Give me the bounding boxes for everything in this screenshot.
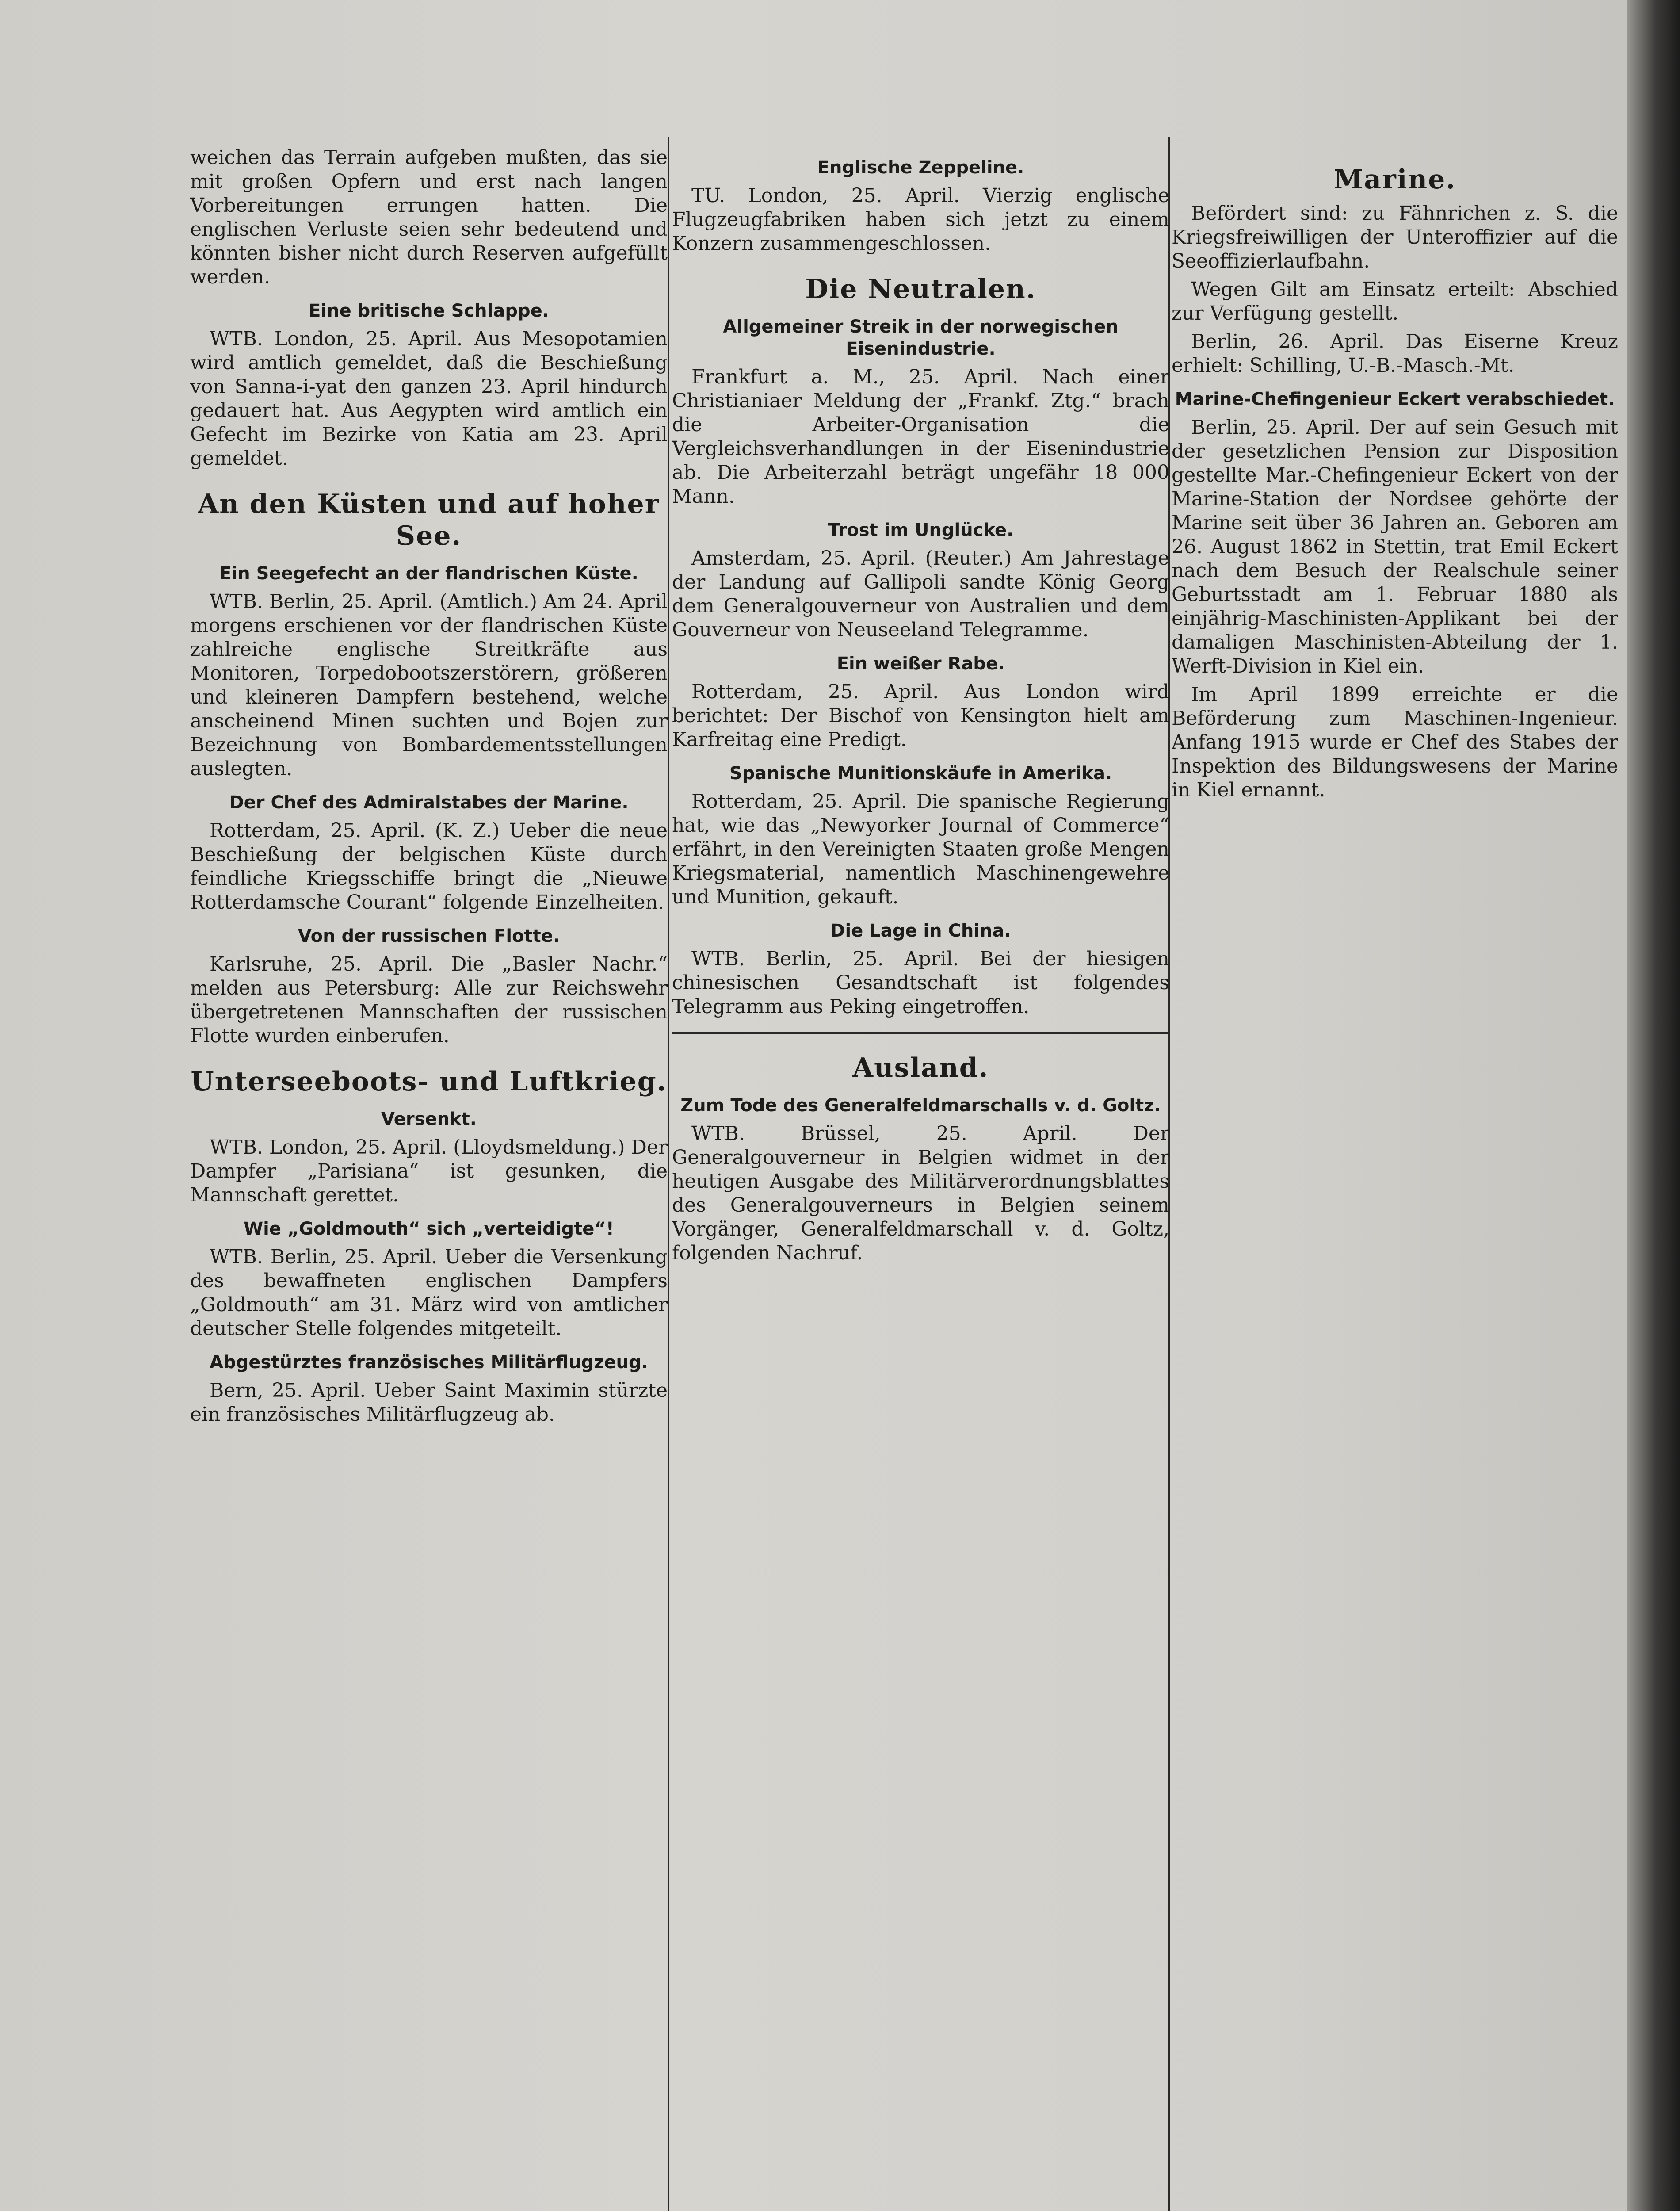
section-title: Die Neutralen. <box>805 274 1036 305</box>
column-2 <box>672 146 1169 2211</box>
article-title: Von der russischen Flotte. <box>298 926 560 946</box>
paragraph: WTB. London, 25. April. Aus Mesopotamien wird amtlich gemeldet, daß die Beschießung von Sanna-i-yat den ganzen 23. April hindurch gedauert hat. Aus Aegypten wird amtlich ein Gefecht im Bezirke von Katia am 23. April gemeldet. <box>190 328 668 470</box>
article-title: Die Lage in China. <box>830 921 1011 941</box>
section-title: Marine. <box>1333 164 1456 195</box>
paragraph: WTB. Berlin, 25. April. Ueber die Versenkung des bewaffneten englischen Dampfers „Goldmouth“ am 31. März wird von amtlicher deutscher Stelle folgendes mitgeteilt. <box>190 1246 668 1340</box>
article-title: Allgemeiner Streik in der norwegischen Eisenindustrie. <box>723 317 1119 359</box>
article-title: Trost im Unglücke. <box>828 520 1014 540</box>
column-1 <box>190 146 668 2211</box>
paragraph: Rotterdam, 25. April. Aus London wird berichtet: Der Bischof von Kensington hielt am Karfreitag eine Predigt. <box>672 681 1169 751</box>
paragraph: Berlin, 26. April. Das Eiserne Kreuz erhielt: Schilling, U.-B.-Masch.-Mt. <box>1172 330 1618 377</box>
paragraph: Berlin, 25. April. Der auf sein Gesuch mit der gesetzlichen Pension zur Disposition gestellte Mar.-Chefingenieur Eckert von der Marine-Station der Nordsee gehörte der Marine seit über 36 Jahren an. Geboren am 26. August 1862 in Stettin, trat Emil Eckert nach dem Besuch der Realschule seiner Geburtsstadt am 1. Februar 1880 als einjährig-Maschinisten-Applikant bei der damaligen Maschinisten-Abteilung der 1. Werft-Division in Kiel ein. <box>1172 416 1618 677</box>
section-title: Ausland. <box>852 1052 989 1083</box>
article-title: Spanische Munitionskäufe in Amerika. <box>729 763 1112 784</box>
paragraph: Bern, 25. April. Ueber Saint Maximin stürzte ein französisches Militärflugzeug ab. <box>190 1379 668 1426</box>
article-title: Abgestürztes französisches Militärflugzeug. <box>210 1352 648 1373</box>
paragraph: Rotterdam, 25. April. Die spanische Regierung hat, wie das „Newyorker Journal of Commerce“ erfährt, in den Vereinigten Staaten große Mengen Kriegsmaterial, namentlich Maschinengewehre und Munition, gekauft. <box>672 790 1169 908</box>
paragraph: TU. London, 25. April. Vierzig englische Flugzeugfabriken haben sich jetzt zu einem Konzern zusammengeschlossen. <box>672 184 1169 255</box>
paragraph: weichen das Terrain aufgeben mußten, das sie mit großen Opfern und erst nach langen Vorbereitungen errungen hatten. Die englischen Verluste seien sehr bedeutend und könnten bisher nicht durch Reserven aufgefüllt werden. <box>190 146 668 288</box>
article-title: Zum Tode des Generalfeldmarschalls v. d. Goltz. <box>680 1095 1161 1116</box>
section-title: Unterseeboots- und Luftkrieg. <box>191 1066 667 1097</box>
paragraph: Wegen Gilt am Einsatz erteilt: Abschied zur Verfügung gestellt. <box>1172 278 1618 325</box>
article-title: Wie „Goldmouth“ sich „verteidigte“! <box>244 1219 614 1239</box>
column-3 <box>1172 146 1618 2211</box>
article-signature: Der Chef des Admiralstabes der Marine. <box>229 792 629 813</box>
paragraph: WTB. Berlin, 25. April. Bei der hiesigen chinesischen Gesandtschaft ist folgendes Telegramm aus Peking eingetroffen. <box>672 948 1169 1018</box>
paragraph: Rotterdam, 25. April. (K. Z.) Ueber die neue Beschießung der belgischen Küste durch feindliche Kriegsschiffe bringt die „Nieuwe Rotterdamsche Courant“ folgende Einzelheiten. <box>190 819 668 914</box>
article-title: Ein weißer Rabe. <box>836 654 1005 674</box>
paragraph: WTB. London, 25. April. (Lloydsmeldung.) Der Dampfer „Parisiana“ ist gesunken, die Mannschaft gerettet. <box>190 1136 668 1206</box>
article-title: Ein Seegefecht an der flandrischen Küste. <box>219 563 638 584</box>
paragraph: Im April 1899 erreichte er die Beförderung zum Maschinen-Ingenieur. Anfang 1915 wurde er Chef des Stabes der Inspektion des Bildungswesens der Marine in Kiel ernannt. <box>1172 683 1618 801</box>
paragraph: WTB. Brüssel, 25. April. Der Generalgouverneur in Belgien widmet in der heutigen Ausgabe des Militärverordnungsblattes des Generalgouverneurs in Belgien seinem Vorgänger, Generalfeldmarschall v. d. Goltz, folgenden Nachruf. <box>672 1122 1169 1264</box>
article-title: Marine-Chefingenieur Eckert verabschiedet. <box>1175 389 1615 409</box>
article-title: Eine britische Schlappe. <box>309 301 549 321</box>
column-rule <box>668 137 669 2211</box>
article-title: Englische Zeppeline. <box>817 157 1024 178</box>
paragraph: Karlsruhe, 25. April. Die „Basler Nachr.“ melden aus Petersburg: Alle zur Reichswehr übergetretenen Mannschaften der russischen Flotte wurden einberufen. <box>190 953 668 1047</box>
article-title: Versenkt. <box>381 1109 477 1129</box>
paragraph: Befördert sind: zu Fähnrichen z. S. die Kriegsfreiwilligen der Unteroffizier auf die Seeoffizierlaufbahn. <box>1172 202 1618 272</box>
section-divider <box>672 1032 1169 1034</box>
binding-edge <box>1627 0 1680 2211</box>
section-title: An den Küsten und auf hoher See. <box>198 489 660 551</box>
paragraph: Amsterdam, 25. April. (Reuter.) Am Jahrestage der Landung auf Gallipoli sandte König Georg dem Generalgouverneur von Australien und dem Gouverneur von Neuseeland Telegramme. <box>672 547 1169 641</box>
paragraph: WTB. Berlin, 25. April. (Amtlich.) Am 24. April morgens erschienen vor der flandrischen Küste zahlreiche englische Streitkräfte aus Monitoren, Torpedobootszerstörern, größeren und kleineren Dampfern bestehend, welche anscheinend Minen suchten und Bojen zur Bezeichnung von Bombardementsstellungen auslegten. <box>190 590 668 780</box>
paragraph: Frankfurt a. M., 25. April. Nach einer Christianiaer Meldung der „Frankf. Ztg.“ brach die Arbeiter-Organisation die Vergleichsverhandlungen in der Eisenindustrie ab. Die Arbeiterzahl beträgt ungefähr 18 000 Mann. <box>672 366 1169 508</box>
